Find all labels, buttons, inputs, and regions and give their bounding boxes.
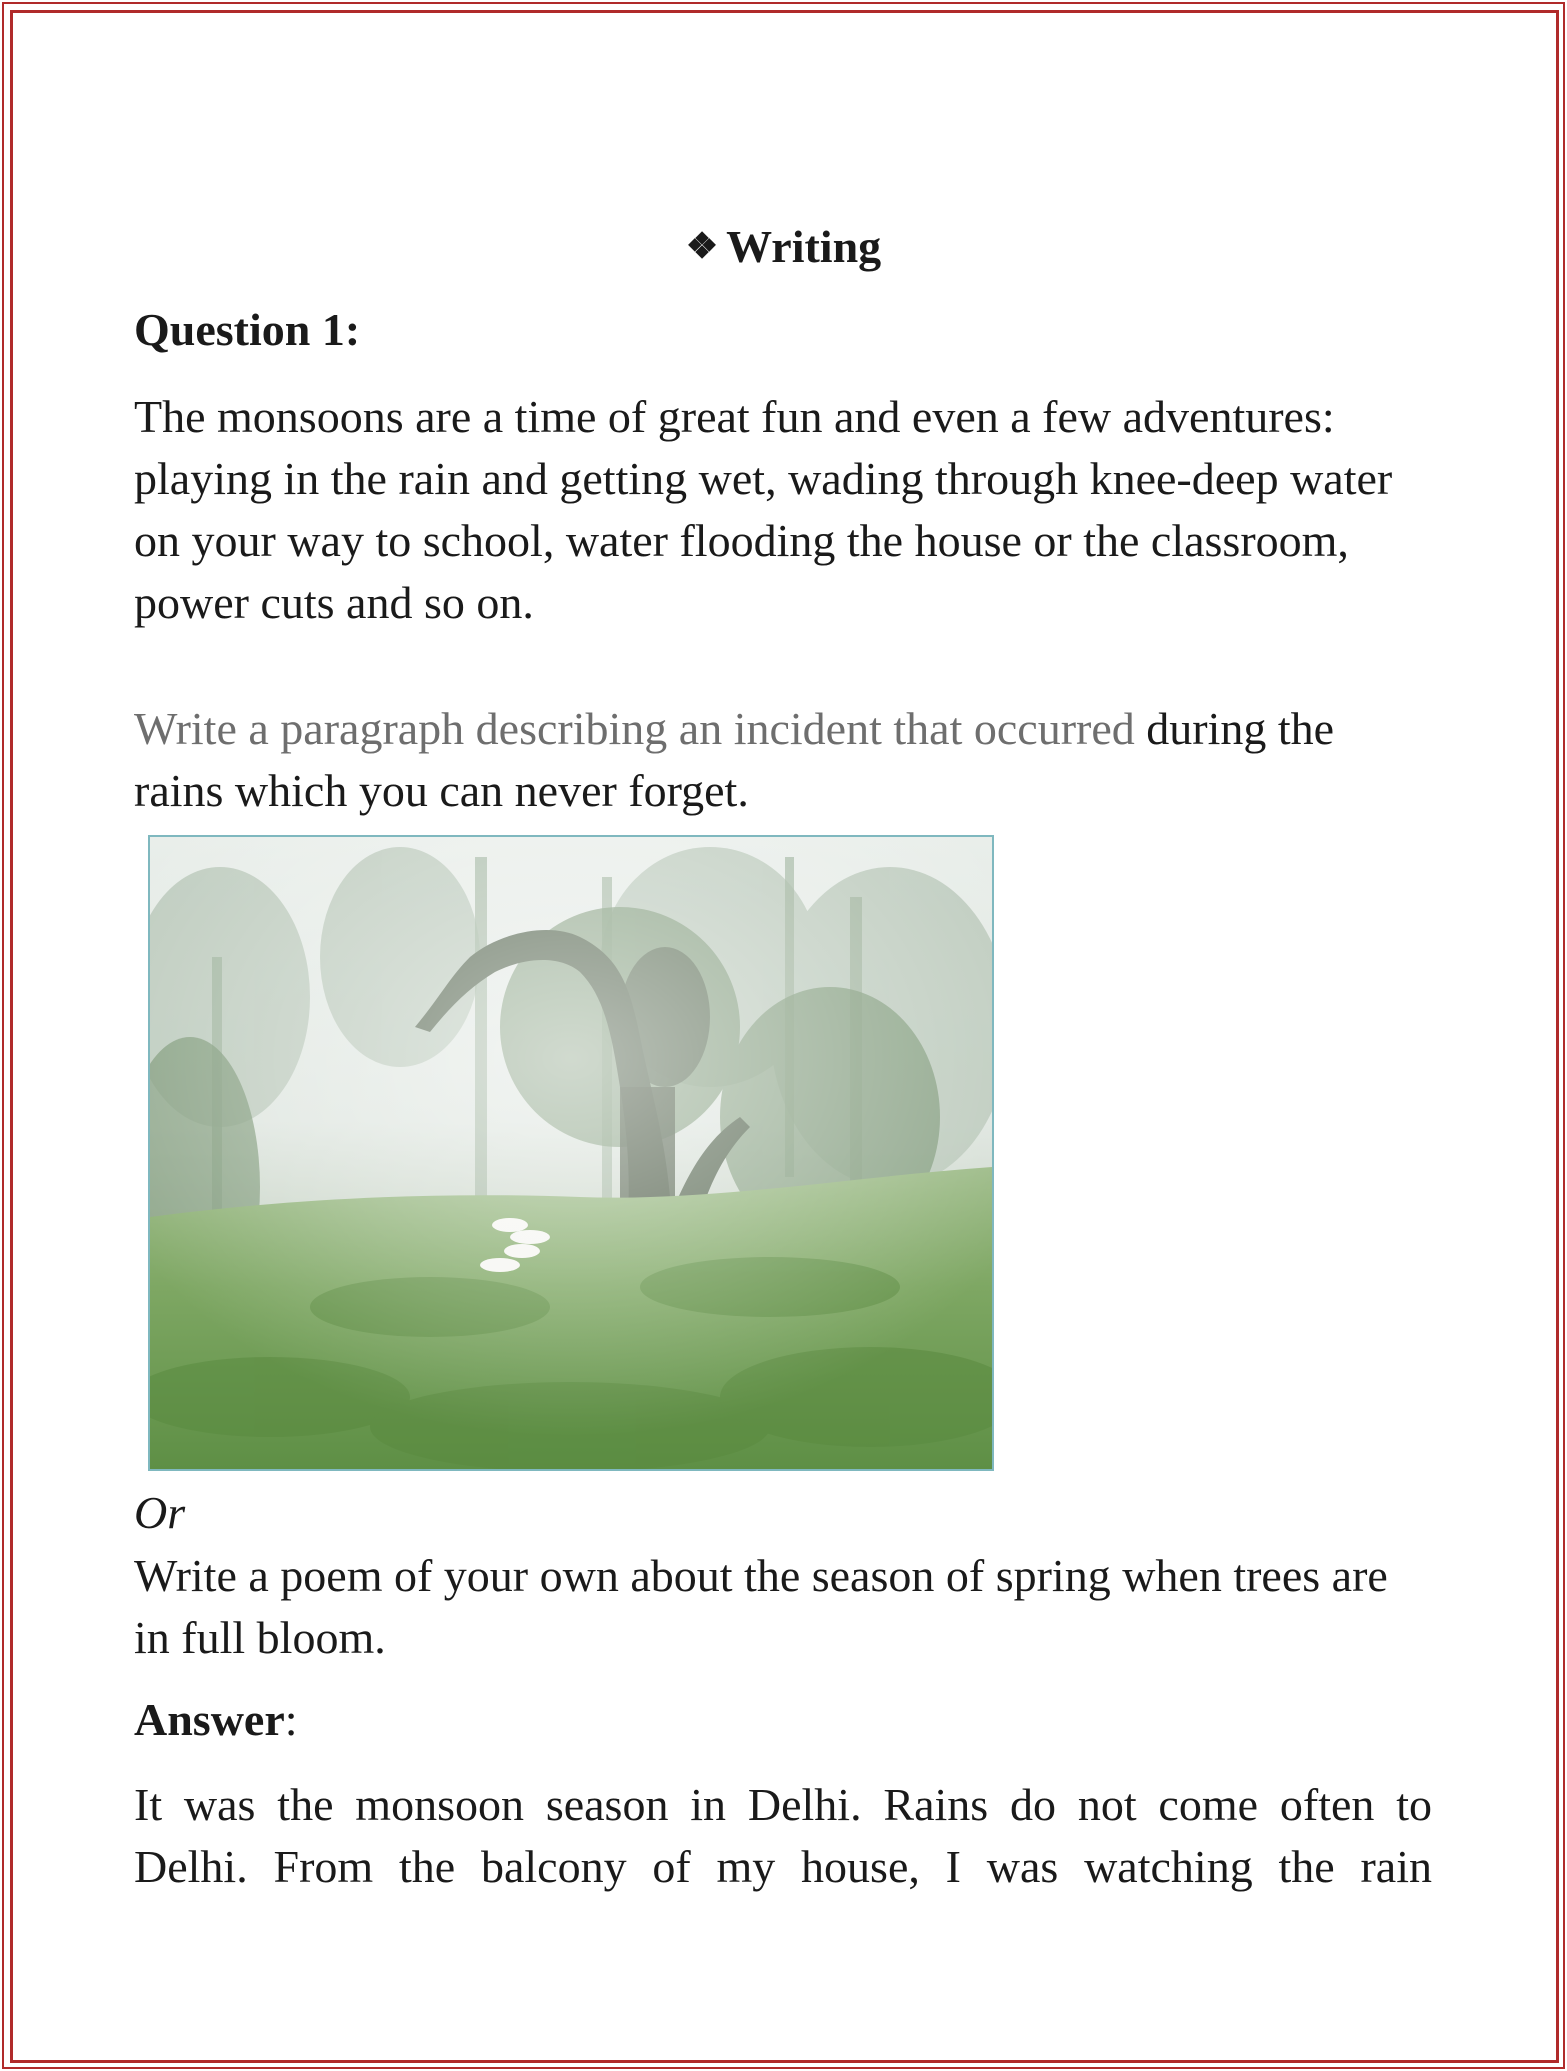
answer-label-text: Answer — [134, 1694, 285, 1745]
or-label: Or — [134, 1487, 186, 1538]
question-task — [134, 698, 1434, 822]
question-label: Question 1: — [134, 304, 361, 355]
misty-forest-photo — [148, 835, 994, 1471]
answer-text: It was the monsoon season in Delhi. Rains do not come often to Delhi. From the balcony of my house, I was watching the rain — [134, 1779, 1432, 1892]
diamond-bullet-icon: ❖ — [685, 226, 719, 266]
answer-label — [134, 1692, 298, 1748]
answer-label-colon: : — [284, 1694, 298, 1745]
section-heading — [0, 218, 1567, 275]
question-task-rest: during the rains which you can never forget. — [134, 703, 1335, 816]
section-title-text: Writing — [726, 221, 882, 272]
misty-forest-illustration — [150, 837, 992, 1469]
question-intro: The monsoons are a time of great fun and even a few adventures: playing in the rain and getting wet, wading through knee-deep water on your way to school, water flooding the house or the classroom, power cuts and so on. — [134, 391, 1393, 628]
question-task-faded: Write a paragraph describing an incident that occurred — [134, 703, 1135, 754]
question-alternative: Write a poem of your own about the season of spring when trees are in full bloom. — [134, 1550, 1388, 1663]
